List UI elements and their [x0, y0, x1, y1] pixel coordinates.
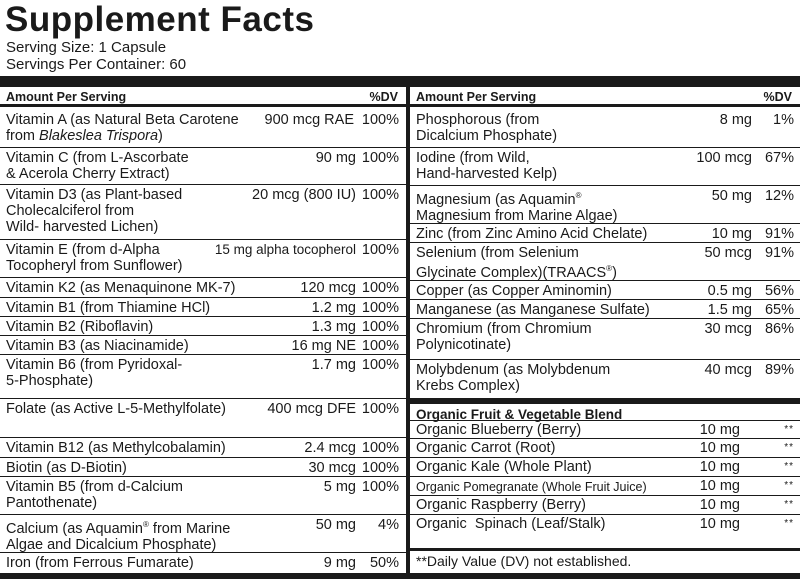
nutrient-amount: 100 mcg — [696, 150, 752, 166]
nutrient-row-vitamin-d3 — [0, 185, 406, 240]
nutrient-row-vitamin-e — [0, 240, 406, 278]
nutrient-name: Vitamin D3 (as Plant-based Cholecalciferol from Wild- harvested Lichen) — [6, 187, 183, 235]
nutrient-row-vitamin-k2 — [0, 278, 406, 298]
blend-item-name: Organic Pomegranate (Whole Fruit Juice) — [416, 480, 647, 494]
blend-heading — [410, 398, 800, 422]
nutrient-dv: 12% — [764, 188, 794, 204]
left-column-header — [0, 87, 406, 107]
nutrient-row-vitamin-c — [0, 148, 406, 185]
nutrient-amount: 50 mg — [315, 517, 356, 533]
nutrient-amount: 10 mg — [711, 226, 752, 242]
nutrient-amount: 1.2 mg — [311, 300, 356, 316]
nutrient-row-vitamin-b5 — [0, 477, 406, 515]
nutrient-name: Vitamin B1 (from Thiamine HCl) — [6, 300, 211, 316]
nutrient-row-zinc — [410, 224, 800, 243]
nutrient-name: Calcium (as Aquamin® from Marine Algae and Dicalcium Phosphate) — [6, 520, 231, 553]
nutrient-name: Selenium (from Selenium Glycinate Complex)(TRAACS®) — [416, 245, 617, 281]
nutrient-amount: 8 mg — [719, 112, 752, 128]
nutrient-amount: 120 mcg — [300, 280, 356, 296]
nutrient-name: Vitamin B6 (from Pyridoxal- 5-Phosphate) — [6, 357, 183, 389]
nutrient-row-folate — [0, 399, 406, 438]
nutrient-dv: 91% — [764, 226, 794, 242]
nutrient-name: Biotin (as D-Biotin) — [6, 460, 127, 476]
nutrient-dv: 100% — [361, 280, 399, 296]
nutrient-name: Vitamin E (from d-Alpha Tocopheryl from Sunflower) — [6, 242, 183, 274]
blend-item-dv: ** — [784, 480, 794, 491]
nutrient-row-iron — [0, 553, 406, 573]
nutrient-name: Vitamin K2 (as Menaquinone MK-7) — [6, 280, 236, 296]
blend-item-dv: ** — [784, 499, 794, 510]
dv-heading: %DV — [763, 90, 792, 104]
blend-item-name: Organic Carrot (Root) — [416, 440, 556, 456]
nutrient-dv: 91% — [764, 245, 794, 261]
nutrient-row-biotin — [0, 458, 406, 477]
nutrient-row-vitamin-b12 — [0, 438, 406, 458]
right-column-header — [410, 87, 800, 107]
nutrient-row-phosphorous — [410, 110, 800, 148]
panel-title: Supplement Facts — [5, 0, 315, 39]
nutrient-dv: 50% — [369, 555, 399, 571]
nutrient-row-calcium — [0, 515, 406, 553]
nutrient-amount: 90 mg — [315, 150, 356, 166]
blend-item-amount: 10 mg — [699, 478, 740, 494]
amount-per-serving-heading: Amount Per Serving — [6, 90, 127, 104]
nutrient-dv: 100% — [361, 401, 399, 417]
dv-heading: %DV — [369, 90, 398, 104]
nutrient-name: Vitamin B3 (as Niacinamide) — [6, 338, 189, 354]
blend-row-raspberry — [410, 496, 800, 515]
nutrient-dv: 100% — [361, 112, 399, 128]
nutrient-name: Vitamin C (from L-Ascorbate & Acerola Cherry Extract) — [6, 150, 189, 182]
nutrient-amount: 5 mg — [323, 479, 356, 495]
serving-size: Serving Size: 1 Capsule — [6, 39, 167, 56]
nutrient-name: Zinc (from Zinc Amino Acid Chelate) — [416, 226, 648, 242]
blend-row-carrot — [410, 439, 800, 458]
nutrient-dv: 100% — [361, 319, 399, 335]
bottom-divider-bar — [0, 573, 800, 579]
nutrient-amount: 1.7 mg — [311, 357, 356, 373]
nutrient-dv: 100% — [361, 338, 399, 354]
nutrient-name: Magnesium (as Aquamin® Magnesium from Marine Algae) — [416, 191, 618, 224]
nutrient-amount: 900 mcg RAE — [264, 112, 354, 128]
blend-item-amount: 10 mg — [699, 440, 740, 456]
top-divider-bar — [0, 76, 800, 87]
nutrient-amount: 20 mcg (800 IU) — [252, 187, 356, 203]
nutrient-row-selenium — [410, 243, 800, 281]
nutrient-amount: 30 mcg — [704, 321, 752, 337]
nutrient-name: Vitamin B2 (Riboflavin) — [6, 319, 154, 335]
nutrient-row-vitamin-a — [0, 110, 406, 148]
nutrient-amount: 30 mcg — [308, 460, 356, 476]
nutrient-row-vitamin-b2 — [0, 317, 406, 336]
nutrient-name: Manganese (as Manganese Sulfate) — [416, 302, 650, 318]
nutrient-name: Chromium (from Chromium Polynicotinate) — [416, 321, 592, 353]
nutrient-dv: 100% — [361, 440, 399, 456]
blend-item-dv: ** — [784, 461, 794, 472]
blend-item-amount: 10 mg — [699, 516, 740, 532]
nutrient-amount: 0.5 mg — [707, 283, 752, 299]
nutrient-row-vitamin-b6 — [0, 355, 406, 399]
nutrient-amount: 40 mcg — [704, 362, 752, 378]
nutrient-amount: 1.5 mg — [707, 302, 752, 318]
blend-row-pomegranate — [410, 477, 800, 496]
nutrient-dv: 4% — [378, 517, 399, 533]
nutrient-dv: 89% — [764, 362, 794, 378]
footnote: **Daily Value (DV) not established. — [416, 553, 632, 569]
servings-per-container: Servings Per Container: 60 — [6, 56, 187, 73]
nutrient-name: Molybdenum (as Molybdenum Krebs Complex) — [416, 362, 611, 394]
blend-item-name: Organic Raspberry (Berry) — [416, 497, 587, 513]
nutrient-dv: 67% — [764, 150, 794, 166]
nutrient-amount: 16 mg NE — [291, 338, 356, 354]
nutrient-amount: 1.3 mg — [311, 319, 356, 335]
nutrient-row-manganese — [410, 300, 800, 319]
nutrient-name: Phosphorous (from Dicalcium Phosphate) — [416, 112, 558, 144]
blend-item-name: Organic Blueberry (Berry) — [416, 422, 582, 438]
nutrient-dv: 86% — [764, 321, 794, 337]
nutrient-dv: 100% — [361, 150, 399, 166]
nutrient-amount: 2.4 mcg — [304, 440, 356, 456]
nutrient-row-vitamin-b3 — [0, 336, 406, 355]
nutrient-amount: 9 mg — [323, 555, 356, 571]
blend-row-spinach — [410, 515, 800, 551]
nutrient-dv: 100% — [361, 300, 399, 316]
nutrient-name: Vitamin A (as Natural Beta Carotene from Blakeslea Trispora) — [6, 112, 239, 144]
blend-title: Organic Fruit & Vegetable Blend — [416, 407, 623, 422]
nutrient-dv: 56% — [764, 283, 794, 299]
nutrient-row-magnesium — [410, 186, 800, 224]
nutrient-amount: 15 mg alpha tocopherol — [214, 242, 356, 257]
nutrient-name: Iodine (from Wild, Hand-harvested Kelp) — [416, 150, 558, 182]
blend-item-dv: ** — [784, 518, 794, 529]
nutrient-name: Folate (as Active L-5-Methylfolate) — [6, 401, 227, 417]
nutrient-row-vitamin-b1 — [0, 298, 406, 317]
nutrient-dv: 100% — [361, 479, 399, 495]
nutrient-name: Vitamin B5 (from d-Calcium Pantothenate) — [6, 479, 184, 511]
blend-row-blueberry — [410, 420, 800, 439]
blend-item-dv: ** — [784, 424, 794, 435]
nutrient-dv: 100% — [361, 242, 399, 258]
blend-row-kale — [410, 458, 800, 477]
blend-item-name: Organic Spinach (Leaf/Stalk) — [416, 516, 606, 532]
nutrient-dv: 100% — [361, 357, 399, 373]
nutrient-row-iodine — [410, 148, 800, 186]
nutrient-name: Vitamin B12 (as Methylcobalamin) — [6, 440, 226, 456]
nutrient-dv: 65% — [764, 302, 794, 318]
right-nutrient-column — [410, 87, 800, 573]
nutrient-dv: 100% — [361, 187, 399, 203]
blend-item-name: Organic Kale (Whole Plant) — [416, 459, 592, 475]
blend-item-amount: 10 mg — [699, 422, 740, 438]
nutrient-row-copper — [410, 281, 800, 300]
blend-item-dv: ** — [784, 442, 794, 453]
blend-item-amount: 10 mg — [699, 459, 740, 475]
nutrient-amount: 400 mcg DFE — [267, 401, 356, 417]
nutrient-dv: 1% — [773, 112, 794, 128]
nutrient-amount: 50 mcg — [704, 245, 752, 261]
nutrient-row-molybdenum — [410, 360, 800, 398]
nutrient-row-chromium — [410, 319, 800, 360]
nutrient-name: Copper (as Copper Aminomin) — [416, 283, 612, 299]
amount-per-serving-heading: Amount Per Serving — [416, 90, 537, 104]
nutrient-amount: 50 mg — [711, 188, 752, 204]
nutrient-dv: 100% — [361, 460, 399, 476]
blend-item-amount: 10 mg — [699, 497, 740, 513]
nutrient-name: Iron (from Ferrous Fumarate) — [6, 555, 194, 571]
left-nutrient-column — [0, 87, 406, 573]
